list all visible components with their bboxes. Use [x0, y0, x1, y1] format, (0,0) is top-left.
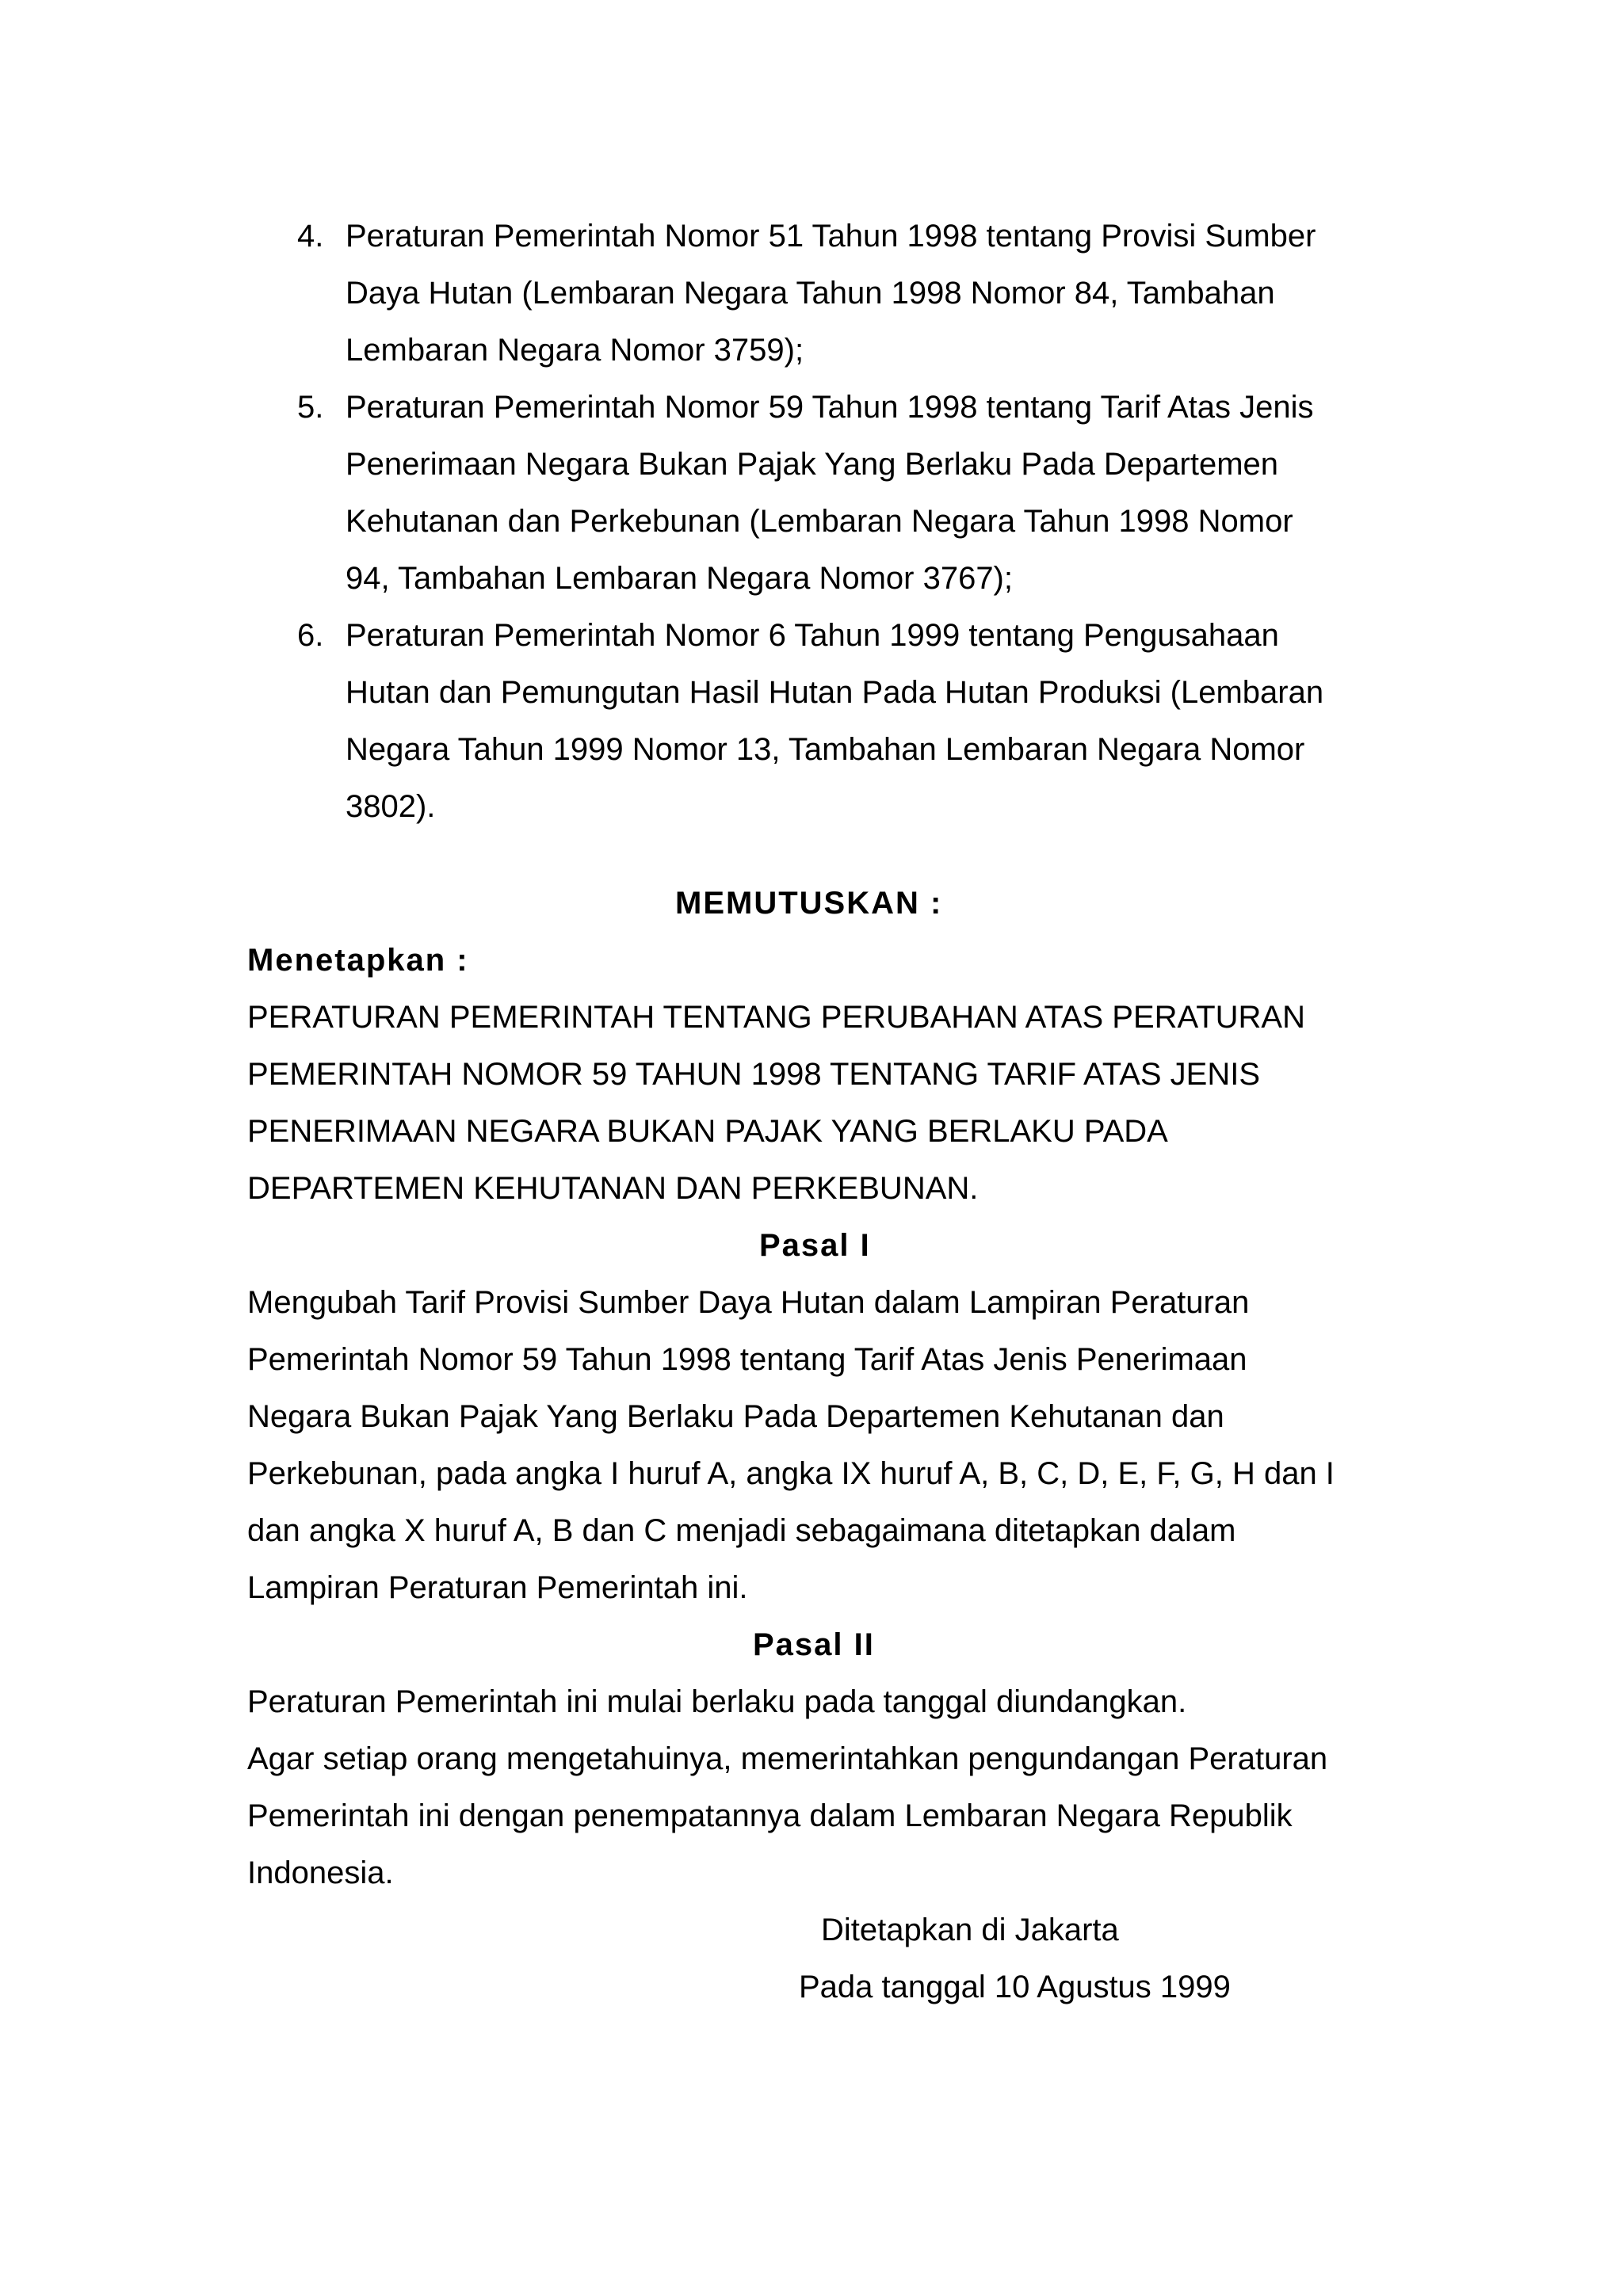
list-item-line: Peraturan Pemerintah Nomor 6 Tahun 1999 tentang Pengusahaan: [346, 618, 1279, 653]
list-number: 4.: [297, 219, 324, 254]
closing-place: Ditetapkan di Jakarta: [821, 1913, 1119, 1947]
article-line: Agar setiap orang mengetahuinya, memerintahkan pengundangan Peraturan: [247, 1741, 1328, 1776]
regulation-title-line: DEPARTEMEN KEHUTANAN DAN PERKEBUNAN.: [247, 1171, 979, 1206]
list-item-line: Peraturan Pemerintah Nomor 51 Tahun 1998 tentang Provisi Sumber: [346, 219, 1316, 254]
list-item-line: Peraturan Pemerintah Nomor 59 Tahun 1998 tentang Tarif Atas Jenis: [346, 390, 1314, 425]
article-line: Lampiran Peraturan Pemerintah ini.: [247, 1570, 748, 1605]
list-number: 6.: [297, 618, 324, 653]
decision-heading: MEMUTUSKAN :: [675, 886, 943, 921]
article-line: Peraturan Pemerintah ini mulai berlaku pada tanggal diundangkan.: [247, 1684, 1187, 1719]
regulation-title-line: PEMERINTAH NOMOR 59 TAHUN 1998 TENTANG TARIF ATAS JENIS: [247, 1057, 1261, 1092]
article-line: Mengubah Tarif Provisi Sumber Daya Hutan dalam Lampiran Peraturan: [247, 1285, 1250, 1320]
regulation-title-line: PERATURAN PEMERINTAH TENTANG PERUBAHAN ATAS PERATURAN: [247, 1000, 1305, 1035]
list-item-line: 3802).: [346, 789, 436, 824]
list-item-line: Daya Hutan (Lembaran Negara Tahun 1998 Nomor 84, Tambahan: [346, 276, 1275, 311]
article-line: Negara Bukan Pajak Yang Berlaku Pada Departemen Kehutanan dan: [247, 1399, 1224, 1434]
list-item-line: 94, Tambahan Lembaran Negara Nomor 3767);: [346, 561, 1013, 596]
article-line: Pemerintah Nomor 59 Tahun 1998 tentang Tarif Atas Jenis Penerimaan: [247, 1342, 1247, 1377]
list-item-line: Hutan dan Pemungutan Hasil Hutan Pada Hutan Produksi (Lembaran: [346, 675, 1324, 710]
article-line: dan angka X huruf A, B dan C menjadi sebagaimana ditetapkan dalam: [247, 1513, 1236, 1548]
list-item-line: Negara Tahun 1999 Nomor 13, Tambahan Lembaran Negara Nomor: [346, 732, 1305, 767]
article-line: Pemerintah ini dengan penempatannya dalam Lembaran Negara Republik: [247, 1798, 1293, 1833]
article-heading: Pasal II: [753, 1627, 875, 1662]
list-item-line: Penerimaan Negara Bukan Pajak Yang Berlaku Pada Departemen: [346, 447, 1279, 482]
list-item-line: Lembaran Negara Nomor 3759);: [346, 333, 804, 368]
list-item-line: Kehutanan dan Perkebunan (Lembaran Negara Tahun 1998 Nomor: [346, 504, 1293, 539]
article-heading: Pasal I: [759, 1228, 871, 1263]
regulation-title-line: PENERIMAAN NEGARA BUKAN PAJAK YANG BERLAKU PADA: [247, 1114, 1168, 1149]
list-number: 5.: [297, 390, 324, 425]
article-line: Indonesia.: [247, 1855, 394, 1890]
closing-date: Pada tanggal 10 Agustus 1999: [799, 1970, 1231, 2004]
establish-label: Menetapkan :: [247, 943, 469, 978]
article-line: Perkebunan, pada angka I huruf A, angka IX huruf A, B, C, D, E, F, G, H dan I: [247, 1456, 1335, 1491]
